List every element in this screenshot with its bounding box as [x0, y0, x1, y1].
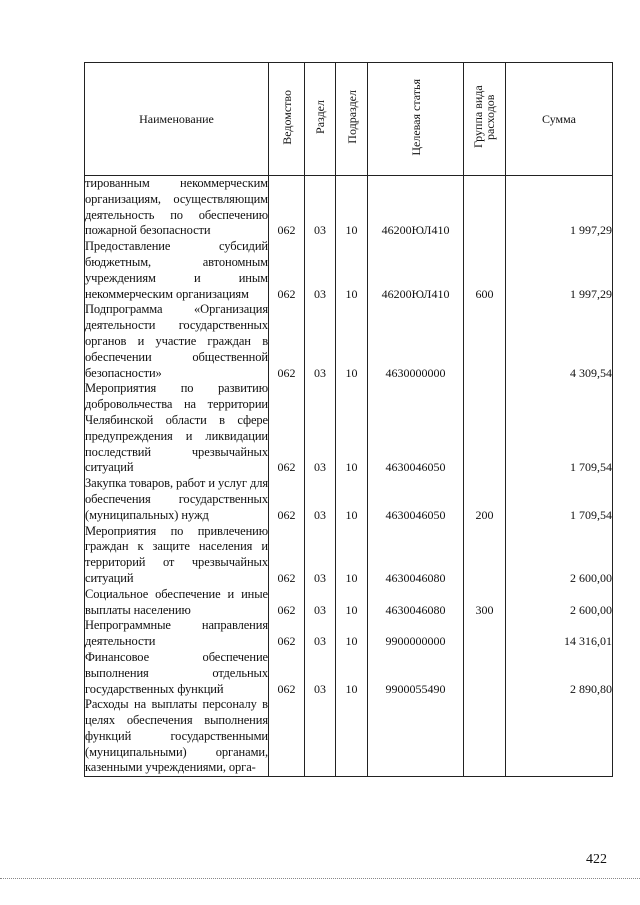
footer-divider — [0, 878, 640, 879]
row-sum-cell: 1 997,29 — [506, 239, 613, 302]
row-group-cell — [464, 650, 506, 697]
row-vedomstvo-cell: 062 — [269, 618, 305, 650]
row-podrazdel-cell: 10 — [336, 587, 368, 619]
row-group-cell: 200 — [464, 476, 506, 523]
row-name-cell: Социальное обеспечение и иные выплаты населению — [85, 586, 268, 617]
row-podrazdel-cell: 10 — [336, 381, 368, 476]
row-razdel-cell: 03 — [305, 476, 336, 523]
row-vedomstvo-cell — [269, 697, 305, 776]
row-name-cell: Мероприятия по развитию добровольчества на территории Челябинской области в сфере предупреждения и ликвидации последствий чрезвычайных ситуаций — [85, 381, 268, 475]
row-podrazdel-cell: 10 — [336, 176, 368, 240]
table-row — [85, 302, 613, 381]
row-sum-cell: 1 709,54 — [506, 476, 613, 523]
table-row — [85, 176, 613, 240]
header-vedomstvo: Ведомство — [269, 63, 305, 176]
row-group-cell — [464, 524, 506, 587]
row-group-cell — [464, 697, 506, 776]
row-razdel-cell: 03 — [305, 239, 336, 302]
row-article-cell: 9900000000 — [368, 618, 464, 650]
row-vedomstvo-cell: 062 — [269, 381, 305, 476]
row-podrazdel-cell: 10 — [336, 650, 368, 697]
row-group-cell — [464, 381, 506, 476]
row-article-cell: 9900055490 — [368, 650, 464, 697]
row-group-cell — [464, 618, 506, 650]
header-group: Группа вида расходов — [464, 63, 506, 176]
row-article-cell: 4630000000 — [368, 302, 464, 381]
row-article-cell — [368, 697, 464, 776]
row-vedomstvo-cell: 062 — [269, 239, 305, 302]
row-razdel-cell: 03 — [305, 618, 336, 650]
row-name-cell: тированным некоммерческим организациям, осуществляющим деятельность по обеспечению пожарной безопасности — [85, 176, 268, 238]
row-sum-cell: 2 600,00 — [506, 587, 613, 619]
row-name-cell: Закупка товаров, работ и услуг для обеспечения государственных (муниципальных) нужд — [85, 476, 268, 522]
header-razdel: Раздел — [305, 63, 336, 176]
row-sum-cell — [506, 697, 613, 776]
row-podrazdel-cell — [336, 697, 368, 776]
table-row — [85, 239, 613, 302]
row-article-cell: 4630046050 — [368, 476, 464, 523]
table-row — [85, 650, 613, 697]
header-podrazdel: Подраздел — [336, 63, 368, 176]
row-razdel-cell: 03 — [305, 587, 336, 619]
row-vedomstvo-cell: 062 — [269, 524, 305, 587]
row-name-cell: Финансовое обеспечение выполнения отдельных государственных функций — [85, 649, 268, 696]
row-sum-cell: 4 309,54 — [506, 302, 613, 381]
row-podrazdel-cell: 10 — [336, 524, 368, 587]
header-sum: Сумма — [506, 63, 613, 176]
row-sum-cell: 14 316,01 — [506, 618, 613, 650]
row-group-cell — [464, 302, 506, 381]
table-row — [85, 618, 613, 650]
budget-table — [84, 62, 613, 777]
header-article: Целевая статья — [368, 63, 464, 176]
row-name-cell: Подпрограмма «Организация деятельности государственных органов и участие граждан в обеспечении общественной безопасности» — [85, 302, 268, 380]
row-sum-cell: 2 890,80 — [506, 650, 613, 697]
row-article-cell: 4630046050 — [368, 381, 464, 476]
row-vedomstvo-cell: 062 — [269, 476, 305, 523]
row-vedomstvo-cell: 062 — [269, 176, 305, 240]
row-group-cell: 300 — [464, 587, 506, 619]
row-podrazdel-cell: 10 — [336, 476, 368, 523]
row-group-cell — [464, 176, 506, 240]
row-name-cell: Мероприятия по привлечению граждан к защите населения и территорий от чрезвычайных ситуаций — [85, 523, 268, 585]
row-podrazdel-cell: 10 — [336, 239, 368, 302]
row-article-cell: 4630046080 — [368, 587, 464, 619]
row-razdel-cell — [305, 697, 336, 776]
header-name: Наименование — [85, 63, 269, 176]
page-number: 422 — [586, 852, 607, 867]
row-vedomstvo-cell: 062 — [269, 587, 305, 619]
row-razdel-cell: 03 — [305, 176, 336, 240]
row-article-cell: 46200ЮЛ410 — [368, 176, 464, 240]
table-row — [85, 524, 613, 587]
table-header-row — [85, 63, 613, 176]
row-name-cell: Расходы на выплаты персоналу в целях обеспечения выполнения функций государственными (муниципальными) органами, казенными учреждениями, орга- — [85, 697, 269, 776]
table-row — [85, 381, 613, 476]
row-sum-cell: 2 600,00 — [506, 524, 613, 587]
row-podrazdel-cell: 10 — [336, 618, 368, 650]
row-name-cell: Предоставление субсидий бюджетным, автономным учреждениям и иным некоммерческим организациям — [85, 239, 268, 301]
row-razdel-cell: 03 — [305, 524, 336, 587]
row-name-cell: Непрограммные направления деятельности — [85, 618, 268, 649]
row-razdel-cell: 03 — [305, 381, 336, 476]
row-sum-cell: 1 709,54 — [506, 381, 613, 476]
row-group-cell: 600 — [464, 239, 506, 302]
row-sum-cell: 1 997,29 — [506, 176, 613, 240]
table-row — [85, 476, 613, 523]
table-row — [85, 587, 613, 619]
table-row — [85, 697, 613, 776]
row-razdel-cell: 03 — [305, 650, 336, 697]
row-article-cell: 4630046080 — [368, 524, 464, 587]
row-vedomstvo-cell: 062 — [269, 650, 305, 697]
row-vedomstvo-cell: 062 — [269, 302, 305, 381]
row-article-cell: 46200ЮЛ410 — [368, 239, 464, 302]
row-razdel-cell: 03 — [305, 302, 336, 381]
row-podrazdel-cell: 10 — [336, 302, 368, 381]
